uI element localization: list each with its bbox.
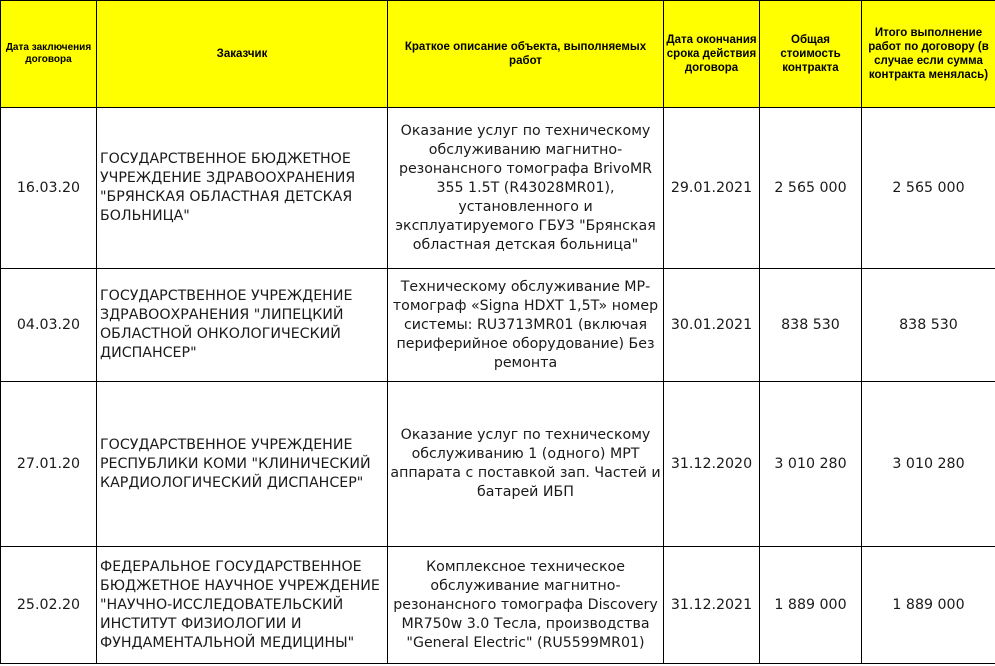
cell-description: Оказание услуг по техническому обслуживанию магнитно-резонансного томографа BrivoMR 355 1.5T (R43028MR01), установленного и эксплуатируемого ГБУЗ "Брянская областная детская больница" <box>388 108 664 269</box>
cell-date: 16.03.20 <box>1 108 97 269</box>
table-row <box>1 547 995 664</box>
cell-end-date: 31.12.2020 <box>664 382 760 547</box>
cell-customer: ГОСУДАРСТВЕННОЕ УЧРЕЖДЕНИЕ РЕСПУБЛИКИ КОМИ "КЛИНИЧЕСКИЙ КАРДИОЛОГИЧЕСКИЙ ДИСПАНСЕР" <box>97 382 388 547</box>
cell-end-date: 31.12.2021 <box>664 547 760 664</box>
cell-customer: ФЕДЕРАЛЬНОЕ ГОСУДАРСТВЕННОЕ БЮДЖЕТНОЕ НАУЧНОЕ УЧРЕЖДЕНИЕ "НАУЧНО-ИССЛЕДОВАТЕЛЬСКИЙ ИНСТИТУТ ФИЗИОЛОГИИ И ФУНДАМЕНТАЛЬНОЙ МЕДИЦИНЫ" <box>97 547 388 664</box>
cell-date: 25.02.20 <box>1 547 97 664</box>
cell-description: Оказание услуг по техническому обслуживанию 1 (одного) МРТ аппарата с поставкой зап. Частей и батарей ИБП <box>388 382 664 547</box>
table-row <box>1 108 995 269</box>
header-total: Общая стоимость контракта <box>760 1 862 108</box>
header-executed: Итого выполнение работ по договору (в случае если сумма контракта менялась) <box>862 1 995 108</box>
header-description: Краткое описание объекта, выполняемых работ <box>388 1 664 108</box>
cell-date: 27.01.20 <box>1 382 97 547</box>
cell-executed: 838 530 <box>862 269 995 382</box>
cell-customer: ГОСУДАРСТВЕННОЕ УЧРЕЖДЕНИЕ ЗДРАВООХРАНЕНИЯ "ЛИПЕЦКИЙ ОБЛАСТНОЙ ОНКОЛОГИЧЕСКИЙ ДИСПАНСЕР" <box>97 269 388 382</box>
cell-executed: 1 889 000 <box>862 547 995 664</box>
cell-description: Техническому обслуживание МР-томограф «Signa HDXT 1,5T» номер системы: RU3713MR01 (включая периферийное оборудование) Без ремонта <box>388 269 664 382</box>
table-row <box>1 382 995 547</box>
cell-end-date: 29.01.2021 <box>664 108 760 269</box>
cell-total: 2 565 000 <box>760 108 862 269</box>
cell-date: 04.03.20 <box>1 269 97 382</box>
header-row <box>1 1 995 108</box>
header-customer: Заказчик <box>97 1 388 108</box>
table-row <box>1 269 995 382</box>
cell-executed: 2 565 000 <box>862 108 995 269</box>
header-end-date: Дата окончания срока действия договора <box>664 1 760 108</box>
cell-total: 1 889 000 <box>760 547 862 664</box>
cell-executed: 3 010 280 <box>862 382 995 547</box>
cell-description: Комплексное техническое обслуживание магнитно-резонансного томографа Discovery MR750w 3.0 Тесла, производства "General Electric" (RU5599MR01) <box>388 547 664 664</box>
header-contract-date: Дата заключения договора <box>1 1 97 108</box>
cell-customer: ГОСУДАРСТВЕННОЕ БЮДЖЕТНОЕ УЧРЕЖДЕНИЕ ЗДРАВООХРАНЕНИЯ "БРЯНСКАЯ ОБЛАСТНАЯ ДЕТСКАЯ БОЛЬНИЦА" <box>97 108 388 269</box>
cell-total: 838 530 <box>760 269 862 382</box>
cell-total: 3 010 280 <box>760 382 862 547</box>
cell-end-date: 30.01.2021 <box>664 269 760 382</box>
